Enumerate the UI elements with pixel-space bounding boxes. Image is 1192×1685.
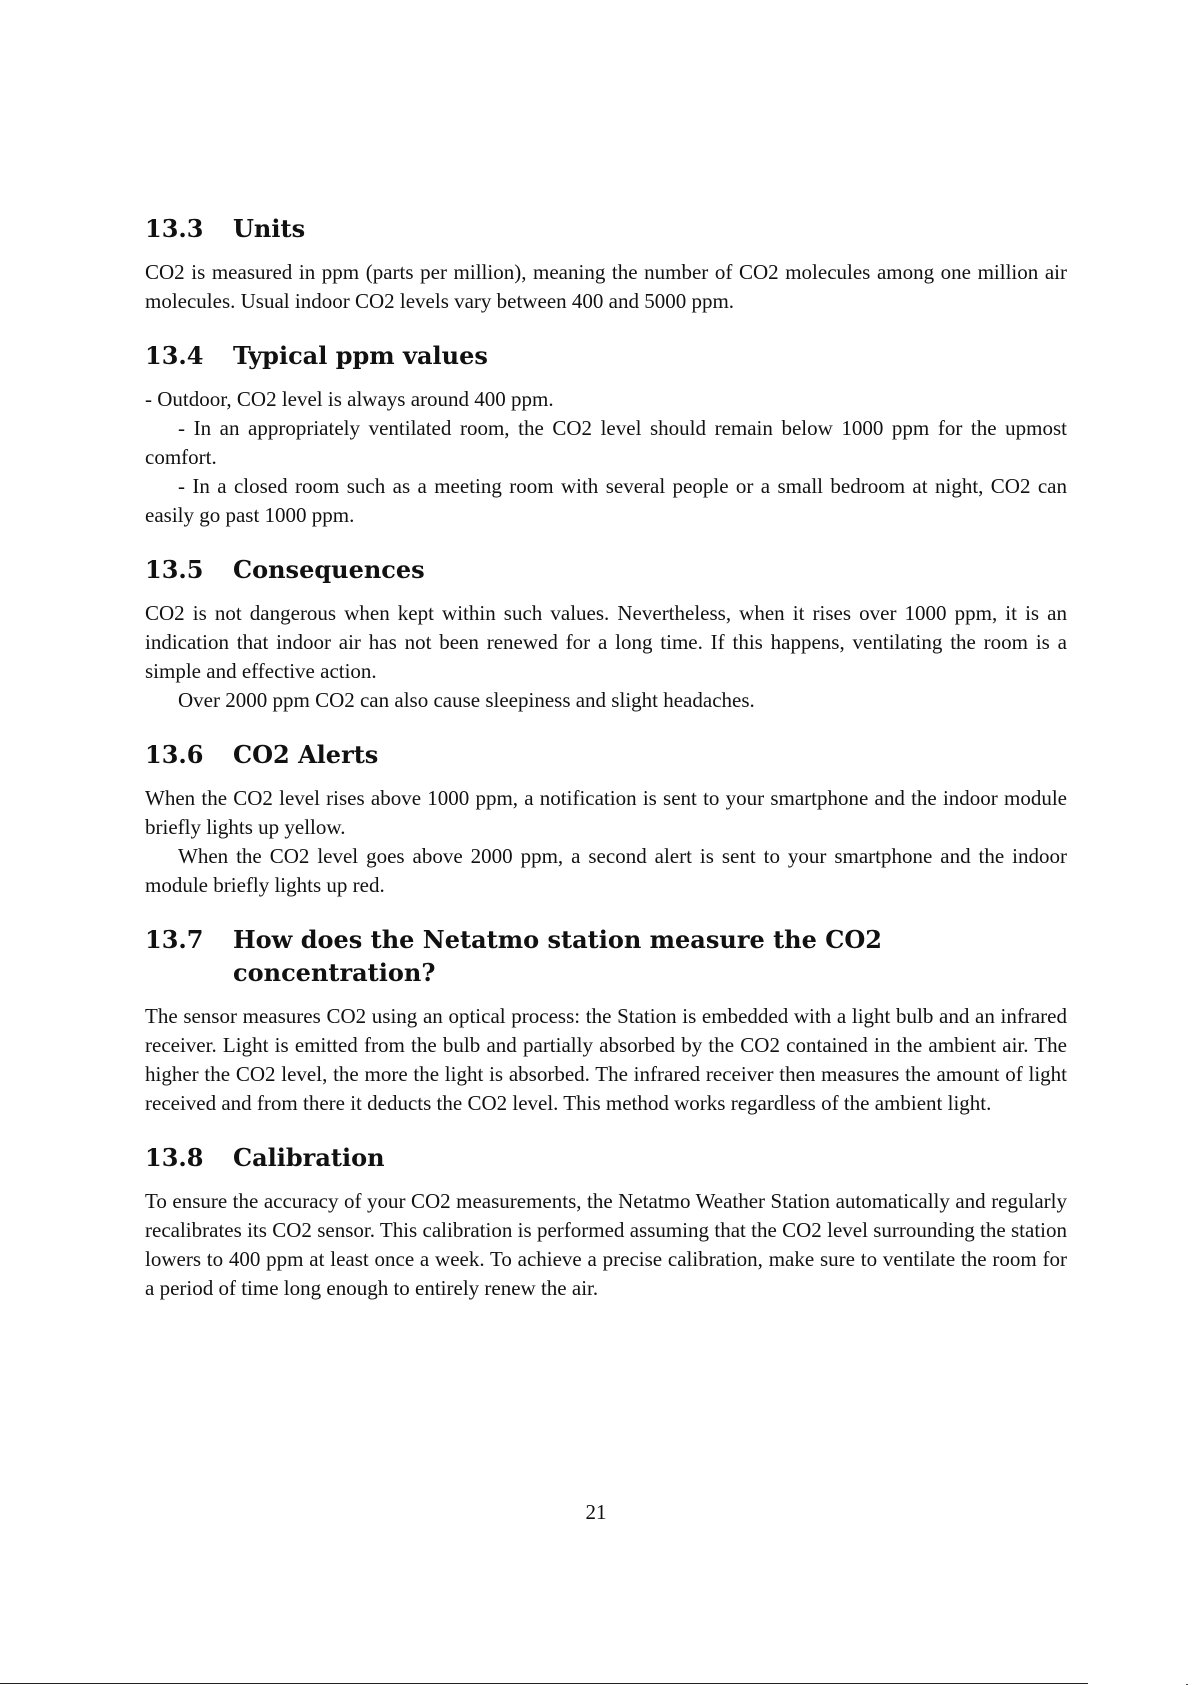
section-typical-ppm-values (145, 339, 1067, 530)
section-heading (145, 212, 1067, 245)
paragraph: - In a closed room such as a meeting room with several people or a small bedroom at night, CO2 can easily go past 1000 ppm. (145, 474, 1067, 527)
paragraph: - Outdoor, CO2 level is always around 400 ppm. (145, 387, 554, 411)
document-page (145, 212, 1067, 1326)
section-units (145, 212, 1067, 316)
section-title: Consequences (233, 555, 425, 584)
section-number: 13.6 (145, 740, 204, 769)
section-number: 13.7 (145, 925, 204, 954)
section-number: 13.5 (145, 555, 204, 584)
section-title: CO2 Alerts (233, 740, 379, 769)
section-heading (145, 339, 1067, 372)
section-number: 13.4 (145, 341, 204, 370)
section-calibration (145, 1141, 1067, 1303)
section-co2-alerts (145, 738, 1067, 900)
paragraph: CO2 is measured in ppm (parts per million), meaning the number of CO2 molecules among one million air molecules. Usual indoor CO2 levels vary between 400 and 5000 ppm. (145, 260, 1067, 313)
section-heading (145, 553, 1067, 586)
section-number: 13.8 (145, 1143, 204, 1172)
bottom-rule (0, 1683, 1088, 1684)
paragraph: When the CO2 level rises above 1000 ppm, a notification is sent to your smartphone and the indoor module briefly lights up yellow. (145, 786, 1067, 839)
paragraph: - In an appropriately ventilated room, the CO2 level should remain below 1000 ppm for the upmost comfort. (145, 416, 1067, 469)
section-title: Calibration (233, 1143, 385, 1172)
section-heading (145, 738, 1067, 771)
paragraph: CO2 is not dangerous when kept within such values. Nevertheless, when it rises over 1000 ppm, it is an indication that indoor air has not been renewed for a long time. If this happens, ventilating the room is a simple and effective action. (145, 601, 1067, 683)
section-number: 13.3 (145, 214, 204, 243)
paragraph: When the CO2 level goes above 2000 ppm, a second alert is sent to your smartphone and the indoor module briefly lights up red. (145, 844, 1067, 897)
section-heading (145, 1141, 1067, 1174)
section-title: How does the Netatmo station measure the CO2 concentration? (233, 925, 882, 987)
paragraph: The sensor measures CO2 using an optical process: the Station is embedded with a light bulb and an infrared receiver. Light is emitted from the bulb and partially absorbed by the CO2 contained in the ambient air. The higher the CO2 level, the more the light is absorbed. The infrared receiver then measures the amount of light received and from there it deducts the CO2 level. This method works regardless of the ambient light. (145, 1004, 1067, 1115)
section-co2-measurement (145, 923, 1067, 1118)
section-consequences (145, 553, 1067, 715)
paragraph: To ensure the accuracy of your CO2 measurements, the Netatmo Weather Station automatically and regularly recalibrates its CO2 sensor. This calibration is performed assuming that the CO2 level surrounding the station lowers to 400 ppm at least once a week. To achieve a precise calibration, make sure to ventilate the room for a period of time long enough to entirely renew the air. (145, 1189, 1067, 1300)
section-title: Typical ppm values (233, 341, 488, 370)
page-number: 21 (585, 1500, 607, 1524)
section-heading (145, 923, 1067, 989)
section-title: Units (233, 214, 306, 243)
paragraph: Over 2000 ppm CO2 can also cause sleepiness and slight headaches. (178, 688, 755, 712)
